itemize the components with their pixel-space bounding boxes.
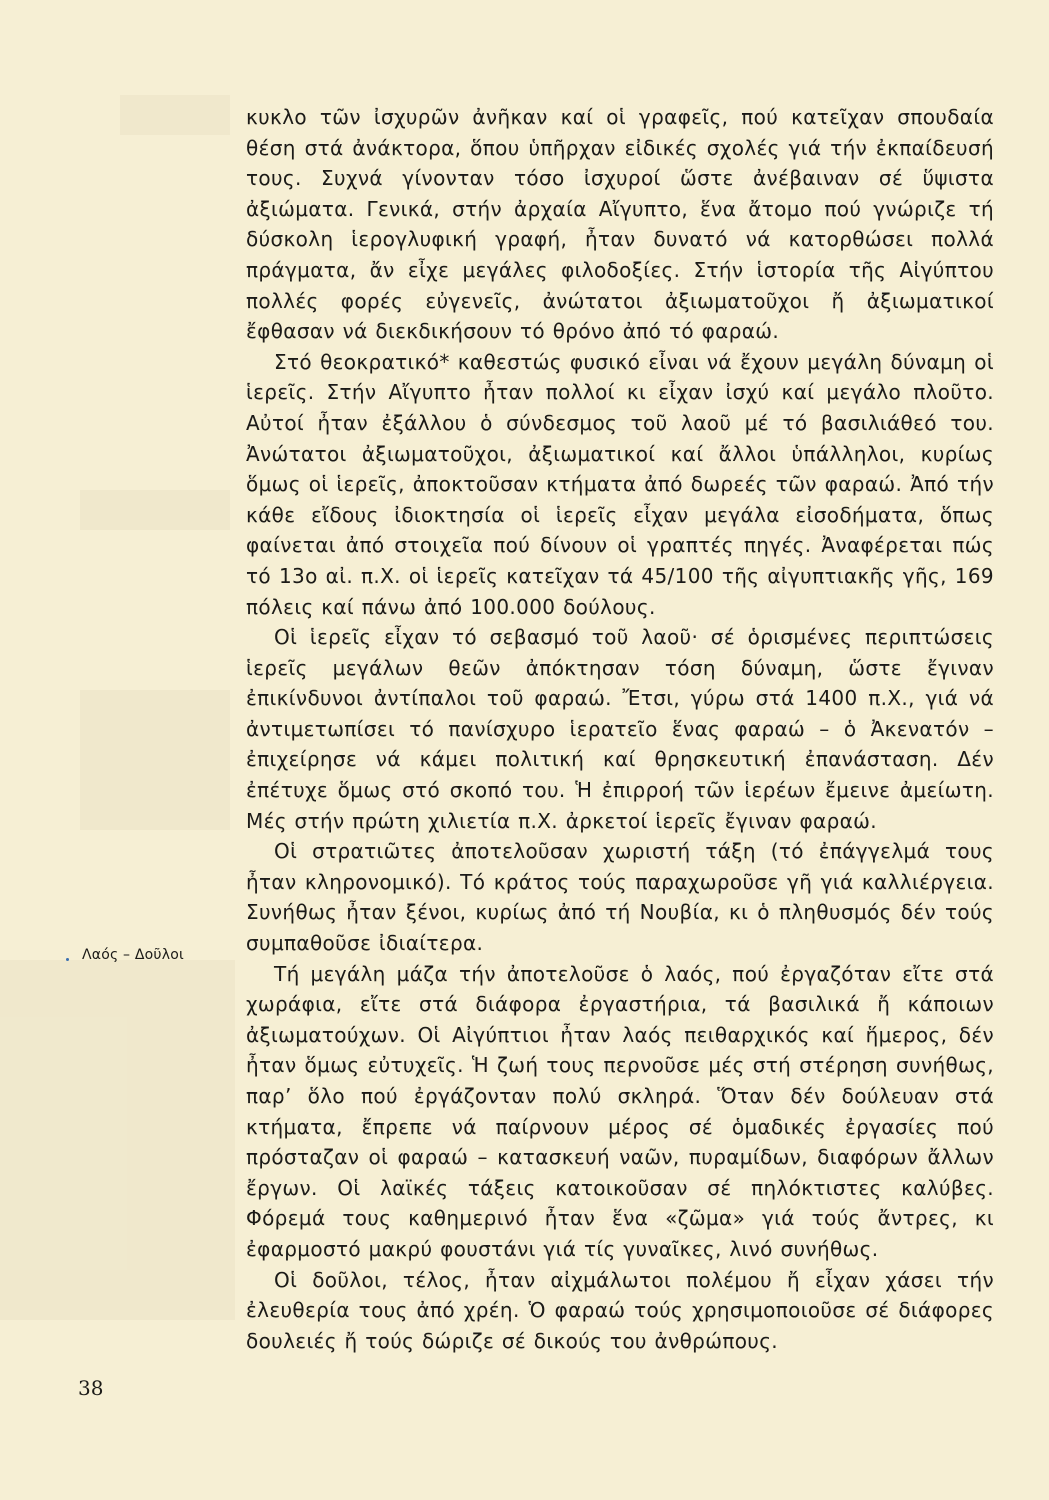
paragraph: Τή μεγάλη μάζα τήν ἀποτελοῦσε ὁ λαός, πού ἐργαζόταν εἴτε στά χωράφια, εἴτε στά διάφορα ἐργαστήρια, τά βασιλικά ἤ κάποιων ἀξιωματούχων. Οἱ Αἰγύπτιοι ἦταν λαός πειθαρχικός καί ἥμερος, δέν ἦταν ὅμως εὐτυχεῖς. Ἡ ζωή τους περνοῦσε μές στή στέρηση συνήθως, παρ’ ὅλο πού ἐργάζονταν πολύ σκληρά. Ὅταν δέν δούλευαν στά κτήματα, ἔπρεπε νά παίρνουν μέρος σέ ὁμαδικές ἐργασίες πού πρόσταζαν οἱ φαραώ – κατασκευή ναῶν, πυραμίδων, διαφόρων ἄλλων ἔργων. Οἱ λαϊκές τάξεις κατοικοῦσαν σέ πηλόκτιστες καλύβες. Φόρεμά τους καθημερινό ἦταν ἕνα «ζῶμα» γιά τούς ἄντρες, κι ἐφαρμοστό μακρύ φουστάνι γιά τίς γυναῖκες, λινό συνήθως.: [246, 961, 994, 1261]
show-through-shadows: [0, 0, 240, 1500]
margin-note: Λαός – Δοῦλοι: [82, 947, 184, 963]
paragraph: Οἱ ἱερεῖς εἶχαν τό σεβασμό τοῦ λαοῦ· σέ ὁρισμένες περιπτώσεις ἱερεῖς μεγάλων θεῶν ἀπόκτησαν τόση δύναμη, ὥστε ἔγιναν ἐπικίνδυνοι ἀντίπαλοι τοῦ φαραώ. Ἔτσι, γύρω στά 1400 π.Χ., γιά νά ἀντιμετωπίσει τό πανίσχυρο ἱερατεῖο ἕνας φαραώ – ὁ Ἀκενατόν – ἐπιχείρησε νά κάμει πολιτική καί θρησκευτική ἐπανάσταση. Δέν ἐπέτυχε ὅμως στό σκοπό του. Ἡ ἐπιρροή τῶν ἱερέων ἔμεινε ἀμείωτη. Μές στήν πρώτη χιλιετία π.Χ. ἀρκετοί ἱερεῖς ἔγιναν φαραώ.: [246, 625, 994, 833]
paragraph: Στό θεοκρατικό* καθεστώς φυσικό εἶναι νά ἔχουν μεγάλη δύναμη οἱ ἱερεῖς. Στήν Αἴγυπτο ἦταν πολλοί κι εἶχαν ἰσχύ καί μεγάλο πλοῦτο. Αὐτοί ἦταν ἐξάλλου ὁ σύνδεσμος τοῦ λαοῦ μέ τό βασιλιάθεό του. Ἀνώτατοι ἀξιωματοῦχοι, ἀξιωματικοί καί ἄλλοι ὑπάλληλοι, κυρίως ὅμως οἱ ἱερεῖς, ἀποκτοῦσαν κτήματα ἀπό δωρεές τῶν φαραώ. Ἀπό τήν κάθε εἴδους ἰδιοκτησία οἱ ἱερεῖς εἶχαν μεγάλα εἰσοδήματα, ὅπως φαίνεται ἀπό στοιχεῖα πού δίνουν οἱ γραπτές πηγές. Ἀναφέρεται πώς τό 13ο αἰ. π.Χ. οἱ ἱερεῖς κατεῖχαν τά 45/100 τῆς αἰγυπτιακῆς γῆς, 169 πόλεις καί πάνω ἀπό 100.000 δούλους.: [246, 349, 994, 619]
page-number: 38: [78, 1376, 104, 1400]
paragraph: Οἱ δοῦλοι, τέλος, ἦταν αἰχμάλωτοι πολέμου ἤ εἶχαν χάσει τήν ἐλευθερία τους ἀπό χρέη. Ὁ φαραώ τούς χρησιμοποιοῦσε σέ διάφορες δουλειές ἤ τούς δώριζε σέ δικούς του ἀνθρώπους.: [246, 1267, 994, 1353]
paragraph: κυκλο τῶν ἰσχυρῶν ἀνῆκαν καί οἱ γραφεῖς, πού κατεῖχαν σπουδαία θέση στά ἀνάκτορα, ὅπου ὑπῆρχαν εἰδικές σχολές γιά τήν ἐκπαίδευσή τους. Συχνά γίνονταν τόσο ἰσχυροί ὥστε ἀνέβαιναν σέ ὕψιστα ἀξιώματα. Γενικά, στήν ἀρχαία Αἴγυπτο, ἕνα ἄτομο πού γνώριζε τή δύσκολη ἱερογλυφική γραφή, ἦταν δυνατό νά κατορθώσει πολλά πράγματα, ἄν εἶχε μεγάλες φιλοδοξίες. Στήν ἱστορία τῆς Αἰγύπτου πολλές φορές εὐγενεῖς, ἀνώτατοι ἀξιωματοῦχοι ἤ ἀξιωματικοί ἔφθασαν νά διεκδικήσουν τό θρόνο ἀπό τό φαραώ.: [246, 105, 994, 344]
bullet-dot-icon: [66, 958, 69, 961]
main-text-column: [246, 102, 994, 1356]
paragraph: Οἱ στρατιῶτες ἀποτελοῦσαν χωριστή τάξη (τό ἐπάγγελμά τους ἦταν κληρονομικό). Τό κράτος τούς παραχωροῦσε γῆ γιά καλλιέργεια. Συνήθως ἦταν ξένοι, κυρίως ἀπό τή Νουβία, κι ὁ πληθυσμός δέν τούς συμπαθοῦσε ἰδιαίτερα.: [246, 839, 994, 956]
